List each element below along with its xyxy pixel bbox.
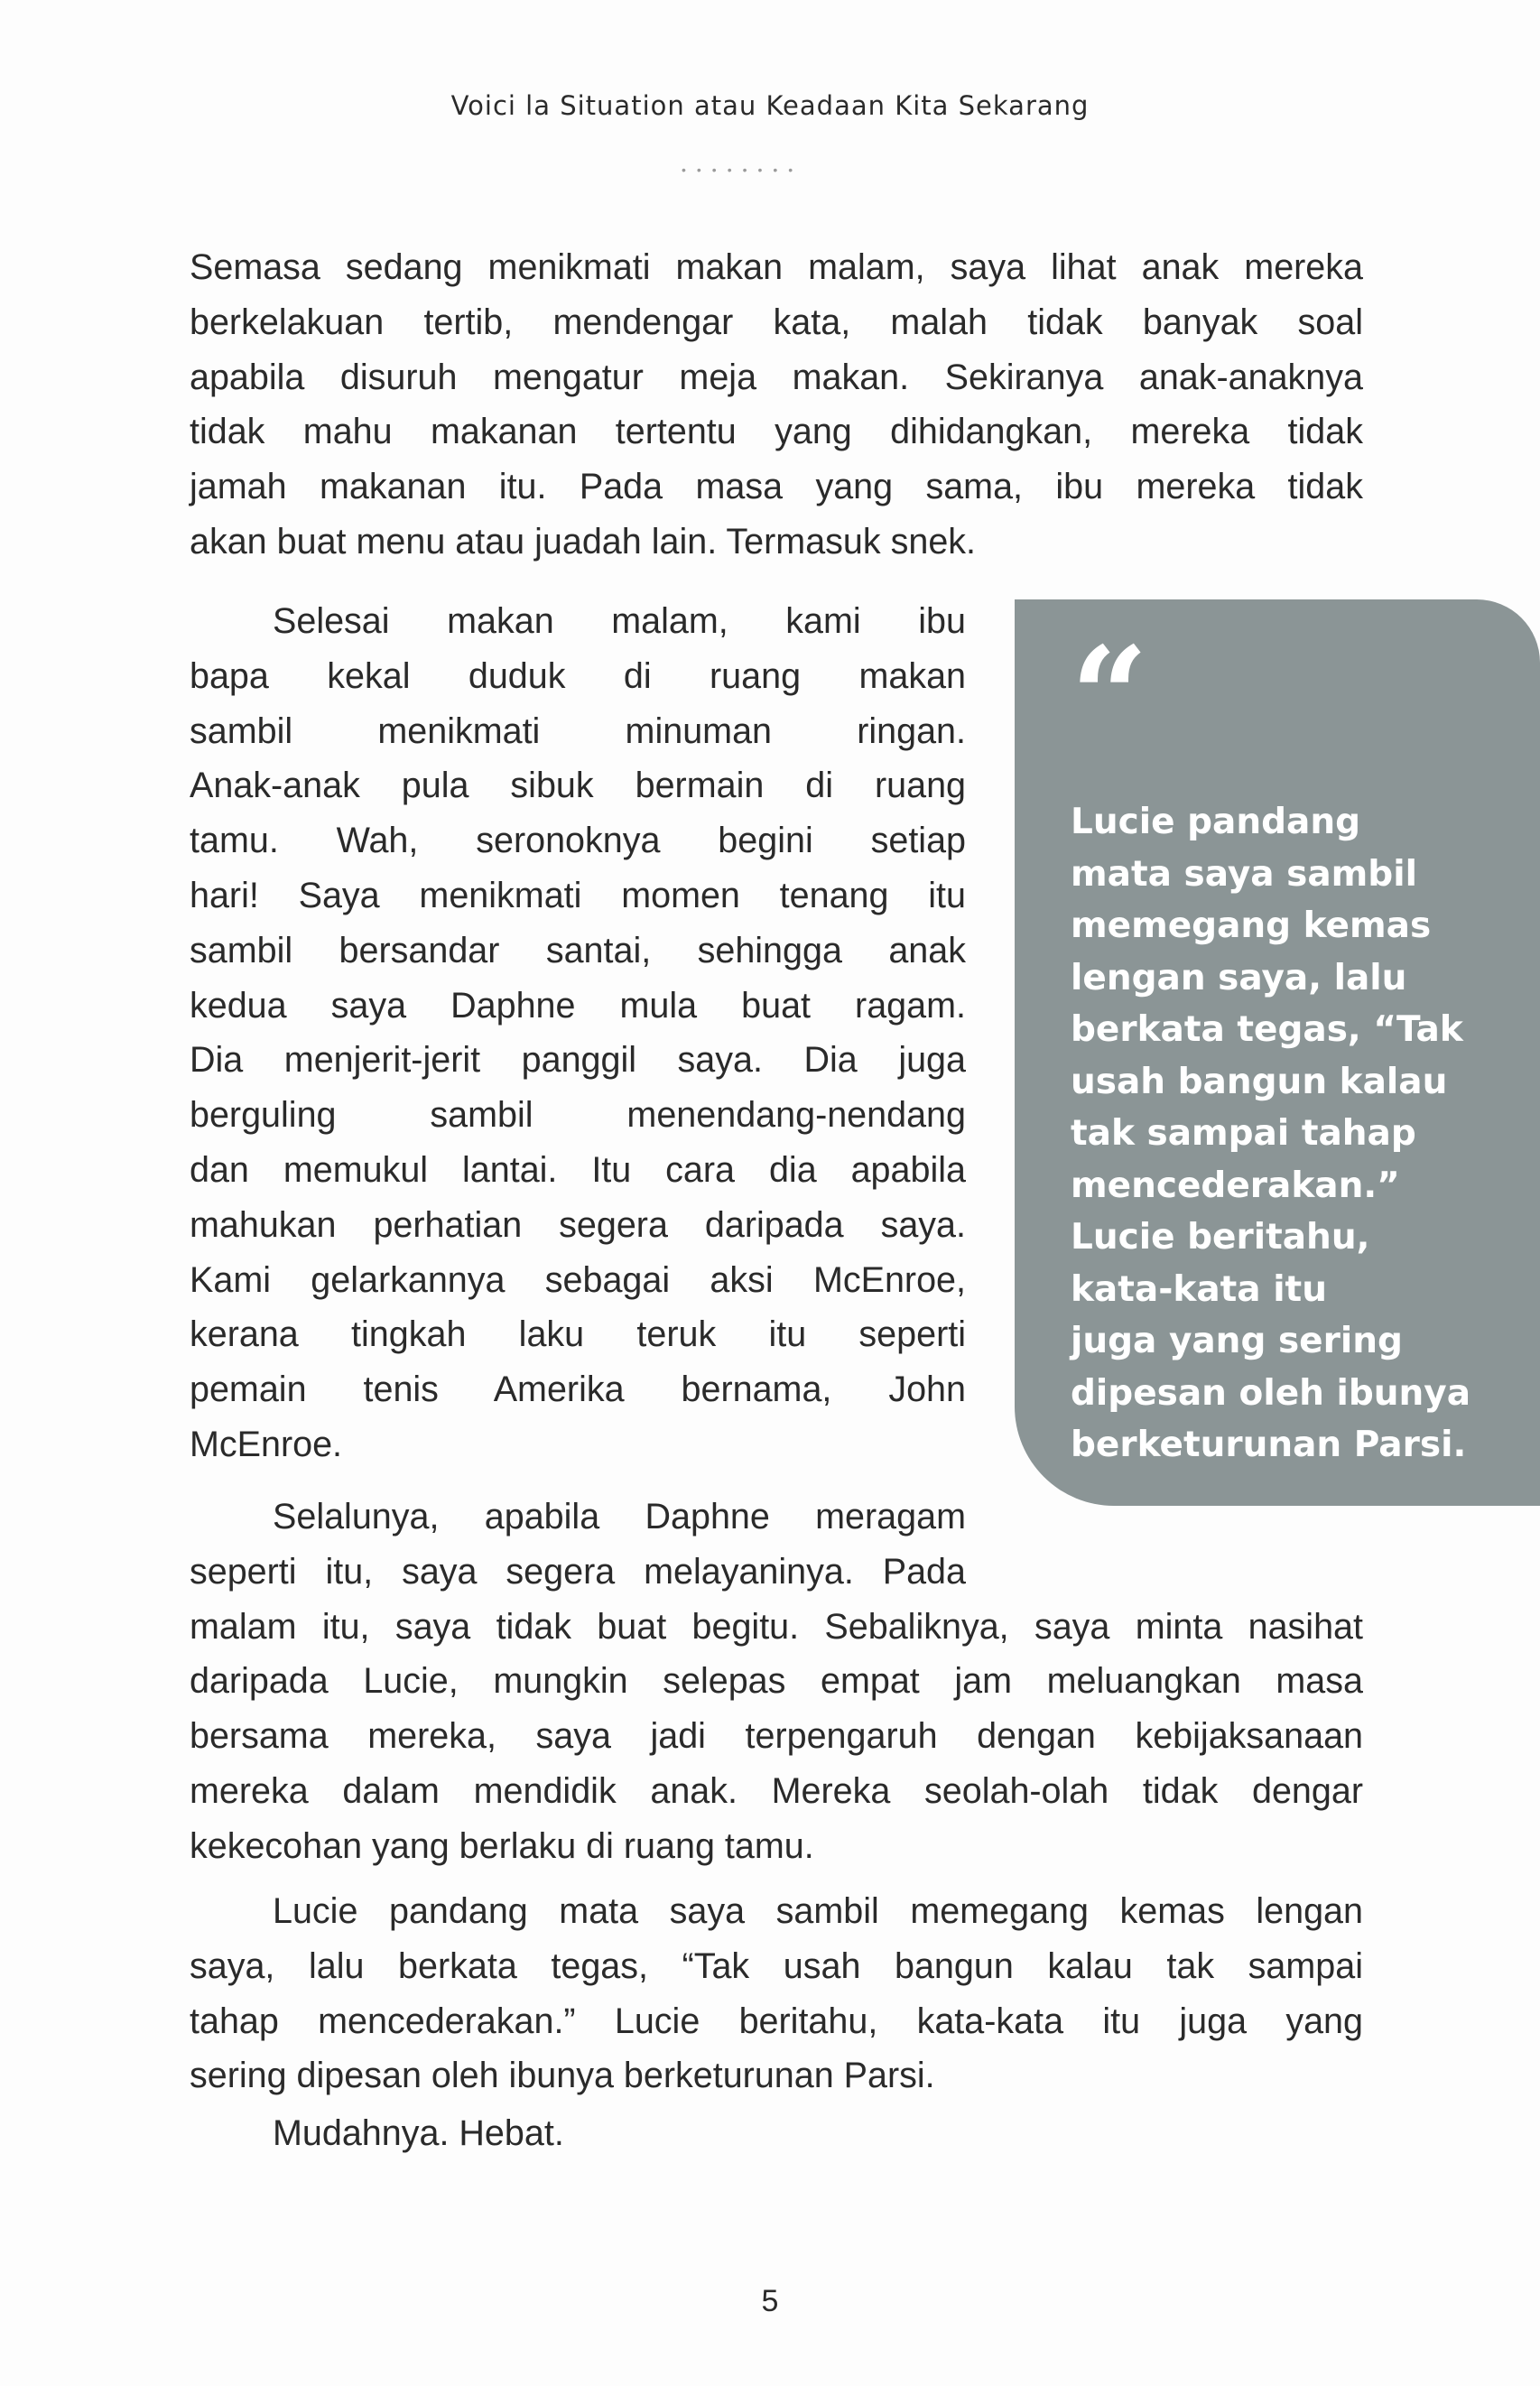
text-line: pemain tenis Amerika bernama, John	[190, 1369, 966, 1410]
text-line: Mudahnya. Hebat.	[273, 2113, 564, 2153]
pull-quote-line: juga yang sering	[1071, 1321, 1403, 1361]
text-line: bersama mereka, saya jadi terpengaruh dengan kebijaksanaan	[190, 1716, 1363, 1757]
pull-quote-line: berketurunan Parsi.	[1071, 1425, 1467, 1465]
text-line: Dia menjerit-jerit panggil saya. Dia juga	[190, 1040, 966, 1081]
text-line: Kami gelarkannya sebagai aksi McEnroe,	[190, 1259, 966, 1300]
paragraph-3	[190, 1490, 1363, 1874]
text-line: seperti itu, saya segera melayaninya. Pada	[190, 1551, 966, 1592]
text-line: jamah makanan itu. Pada masa yang sama, ibu mereka tidak	[190, 467, 1363, 507]
text-line: kerana tingkah laku teruk itu seperti	[190, 1314, 966, 1355]
text-line: dan memukul lantai. Itu cara dia apabila	[190, 1149, 966, 1190]
pull-quote-line: usah bangun kalau	[1071, 1061, 1448, 1102]
pull-quote-line: lengan saya, lalu	[1071, 957, 1407, 998]
text-line: Lucie pandang mata saya sambil memegang kemas lengan	[273, 1891, 1363, 1931]
text-line: mahukan perhatian segera daripada saya.	[190, 1204, 966, 1245]
text-line: sambil bersandar santai, sehingga anak	[190, 930, 966, 970]
pull-quote-line: berkata tegas, “Tak	[1071, 1009, 1463, 1050]
paragraph-2	[190, 594, 966, 1472]
text-line: bapa kekal duduk di ruang makan	[190, 655, 966, 696]
text-line: tamu. Wah, seronoknya begini setiap	[190, 821, 966, 861]
text-line: daripada Lucie, mungkin selepas empat jam meluangkan masa	[190, 1661, 1363, 1702]
text-line: sambil menikmati minuman ringan.	[190, 710, 966, 751]
text-line: berguling sambil menendang-nendang	[190, 1095, 966, 1136]
quote-open-icon: “	[1071, 617, 1136, 776]
text-line: kekecohan yang berlaku di ruang tamu.	[190, 1825, 814, 1866]
text-line: Selalunya, apabila Daphne meragam	[273, 1497, 966, 1537]
text-line: Anak-anak pula sibuk bermain di ruang	[190, 766, 966, 806]
text-line: saya, lalu berkata tegas, “Tak usah bangun kalau tak sampai	[190, 1945, 1363, 1986]
text-line: tahap mencederakan.” Lucie beritahu, kata-kata itu juga yang	[190, 2001, 1363, 2041]
pull-quote-box	[1015, 599, 1540, 1506]
paragraph-1	[190, 240, 1363, 570]
pull-quote-line: mata saya sambil	[1071, 853, 1417, 895]
pull-quote-line: mencederakan.”	[1071, 1165, 1400, 1206]
paragraph-5	[190, 2106, 1363, 2161]
text-line: hari! Saya menikmati momen tenang itu	[190, 875, 966, 915]
paragraph-4	[190, 1884, 1363, 2103]
text-line: kedua saya Daphne mula buat ragam.	[190, 985, 966, 1026]
text-line: mereka dalam mendidik anak. Mereka seolah-olah tidak dengar	[190, 1770, 1363, 1811]
page-number: 5	[761, 2284, 779, 2318]
pull-quote-line: tak sampai tahap	[1071, 1113, 1416, 1154]
ornament-dots: ••••••••	[682, 162, 804, 177]
text-line: apabila disuruh mengatur meja makan. Sekiranya anak-anaknya	[190, 357, 1363, 397]
running-head: Voici la Situation atau Keadaan Kita Sekarang	[450, 90, 1090, 121]
text-line: berkelakuan tertib, mendengar kata, malah tidak banyak soal	[190, 302, 1363, 342]
pull-quote-line: Lucie pandang	[1071, 802, 1361, 842]
text-line: McEnroe.	[190, 1424, 343, 1464]
text-line: akan buat menu atau juadah lain. Termasuk snek.	[190, 521, 977, 562]
pull-quote-text	[1071, 796, 1540, 1472]
pull-quote-line: dipesan oleh ibunya	[1071, 1372, 1471, 1414]
text-line: sering dipesan oleh ibunya berketurunan Parsi.	[190, 2056, 935, 2096]
text-line: tidak mahu makanan tertentu yang dihidangkan, mereka tidak	[190, 412, 1363, 452]
pull-quote-line: Lucie beritahu,	[1071, 1217, 1370, 1258]
pull-quote-line: kata-kata itu	[1071, 1268, 1327, 1310]
pull-quote-line: memegang kemas	[1071, 905, 1432, 946]
text-line: Semasa sedang menikmati makan malam, saya lihat anak mereka	[190, 247, 1363, 287]
text-line: Selesai makan malam, kami ibu	[273, 601, 966, 641]
text-line: malam itu, saya tidak buat begitu. Sebaliknya, saya minta nasihat	[190, 1606, 1363, 1647]
